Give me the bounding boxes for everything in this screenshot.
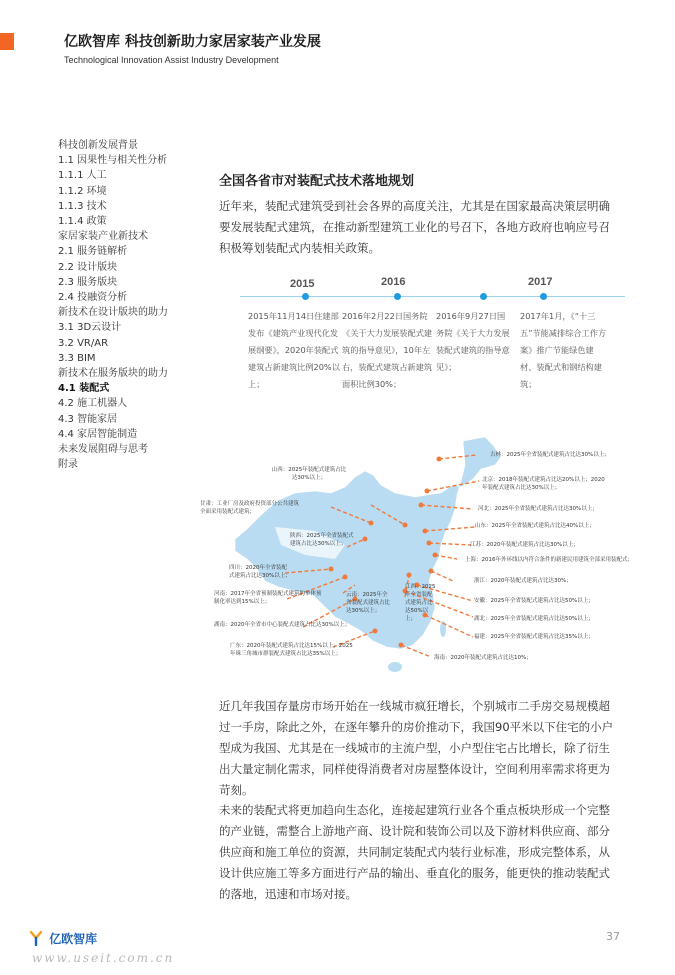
nav-item[interactable]: 科技创新发展背景 [58, 140, 138, 151]
nav-item[interactable]: 1.1.4 政策 [58, 216, 107, 228]
nav-item[interactable]: 新技术在服务版块的助力 [58, 368, 168, 380]
timeline-dot [540, 293, 547, 300]
timeline-year-2016: 2016 [381, 276, 406, 288]
nav-item[interactable]: 1.1.3 技术 [58, 200, 107, 212]
map-label-beijing: 北京：2018年装配式建筑占比达20%以上；2020年装配式建筑占比达30%以上； [482, 477, 605, 491]
map-label-hainan: 海南：2020年装配式建筑占比达10%； [434, 655, 532, 661]
timeline-year-2017: 2017 [528, 276, 553, 288]
timeline-dot [302, 293, 309, 300]
footer-logo [28, 928, 97, 947]
map-label-jiangsu: 江苏：2020年装配式建筑占比达30%以上； [470, 542, 579, 548]
nav-item[interactable]: 新技术在设计版块的助力 [58, 307, 168, 319]
header-title: 亿欧智库 科技创新助力家居家装产业发展 [64, 34, 321, 50]
nav-item[interactable]: 4.2 施工机器人 [58, 398, 128, 410]
nav-item[interactable]: 4.1 装配式 [58, 383, 110, 395]
nav-item[interactable]: 1.1.2 环境 [58, 185, 107, 197]
timeline-event: 2016年2月22日国务院《关于大力发展装配式建筑的指导意见》，10年左右，装配式建筑占新建筑面积比例30%； [342, 311, 433, 389]
section-intro: 近年来，装配式建筑受到社会各界的高度关注，尤其是在国家最高决策层明确要发展装配式建筑，在推动新型建筑工业化的号召下，各地方政府也响应号召积极筹划装配式内装相关政策。 [219, 199, 610, 255]
nav-item[interactable]: 1.1 因果性与相关性分析 [58, 155, 168, 167]
page-number: 37 [606, 930, 620, 943]
map-label-shanxi: 山西：2025年装配式建筑占比达30%以上； [271, 467, 347, 481]
watermark: www.useit.com.cn [32, 951, 175, 965]
map-label-shanghai: 上海：2016年外环线以内符合条件的新建民用建筑全部采用装配式； [465, 557, 633, 563]
nav-item[interactable]: 1.1.1 人工 [58, 170, 107, 182]
map-label-fujian: 福建：2025年全省装配式建筑占比达35%以上； [474, 634, 594, 640]
header-accent-bar [0, 33, 14, 50]
map-label-guangdong: 广东：2020年装配式建筑占比达15%以上；2025年珠三角城市群装配式建筑占比达35%以上； [230, 643, 353, 657]
map-label-jiangxi: 江西：2025年全省装配式建筑占比达50%以上； [405, 584, 436, 622]
nav-item[interactable]: 4.3 智能家居 [58, 413, 118, 425]
nav-item[interactable]: 附录 [58, 459, 78, 471]
timeline-event: 2017年1月，《“十三五”节能减排综合工作方案》推广节能绿色建材、装配式和钢结构建筑； [520, 311, 607, 389]
timeline-line [240, 296, 625, 297]
timeline-year-2015: 2015 [290, 278, 315, 290]
body-paragraph-2: 未来的装配式将更加趋向生态化，连接起建筑行业各个重点板块形成一个完整的产业链，需整合上游地产商、设计院和装饰公司以及下游材料供应商、部分供应商和施工单位的资源，共同制定装配式内装行业标准，形成完整体系，从设计供应施工等多方面进行产品的输出、垂直化的服务，能更快的推动装配式的落地，迅速和市场对接。 [219, 803, 610, 901]
nav-item[interactable]: 3.3 BIM [58, 352, 96, 364]
chapter-nav [58, 138, 218, 472]
nav-item[interactable]: 2.2 设计版块 [58, 261, 118, 273]
nav-item[interactable]: 未来发展阻碍与思考 [58, 444, 148, 456]
map-label-sichuan: 四川：2020年全省装配式建筑占比达30%以上； [229, 565, 291, 579]
map-label-shandong: 山东：2025年全省装配式建筑占比达40%以上； [475, 523, 595, 529]
nav-item[interactable]: 2.1 服务链解析 [58, 246, 128, 258]
section-title: 全国各省市对装配式技术落地规划 [219, 174, 415, 189]
map-label-yunnan: 云南：2025年全省装配式建筑占比达30%以上； [346, 592, 391, 614]
map-label-gansu: 甘肃：工业厂房及政府投资部分公共建筑全面采用装配式建筑； [200, 501, 300, 515]
map-label-hunan: 湖南：2020年全省市中心装配式建筑占比达30%以上； [214, 622, 351, 628]
nav-item[interactable]: 3.2 VR/AR [58, 337, 109, 349]
nav-item[interactable]: 2.3 服务版块 [58, 276, 118, 288]
nav-item[interactable]: 家居家装产业新技术 [58, 231, 148, 243]
nav-item[interactable]: 2.4 投融资分析 [58, 292, 128, 304]
timeline-dot [480, 293, 487, 300]
hainan-island [388, 662, 402, 672]
map-label-hubei: 湖北：2025年全省装配式建筑占比达50%以上； [474, 616, 594, 622]
body-paragraph-1: 近几年我国存量房市场开始在一线城市疯狂增长，个别城市二手房交易规模超过一手房，除此之外，在逐年攀升的房价推动下，我国90平米以下住宅的小户型成为我国、尤其是在一线城市的主流户型，小户型住宅占比增长，除了衍生出大量定制化需求，同样使得消费者对房屋整体设计，空间利用率需求将更为苛刻。 [219, 699, 614, 797]
map-label-jilin: 吉林：2025年全省装配式建筑占比达30%以上； [490, 452, 610, 458]
timeline-event: 2016年9月27日国务院《关于大力发展装配式建筑的指导意见》； [436, 311, 510, 372]
nav-item[interactable]: 3.1 3D云设计 [58, 322, 122, 334]
timeline-event: 2015年11月14日住建部发布《建筑产业现代化发展纲要》，2020年装配式建筑占新建筑比例20%以上； [248, 311, 340, 389]
map-label-anhui: 安徽：2025年全省装配式建筑占比达50%以上； [474, 598, 594, 604]
nav-item[interactable]: 4.4 家居智能制造 [58, 428, 138, 440]
map-label-shaanxi: 陕西：2025年全省装配式建筑占比达30%以上； [290, 533, 354, 547]
logo-icon [28, 930, 44, 946]
timeline-dot [394, 293, 401, 300]
map-label-zhejiang: 浙江：2020年装配式建筑占比达30%； [474, 578, 572, 584]
map-label-hebei: 河北：2025年全省装配式建筑占比达30%以上； [478, 506, 598, 512]
map-label-henan: 河南：2017年全省预制装配式建筑的单体预制化率达到15%以上； [214, 591, 322, 605]
logo-text: 亿欧智库 [49, 932, 98, 946]
header-subtitle: Technological Innovation Assist Industry Development [64, 55, 279, 65]
